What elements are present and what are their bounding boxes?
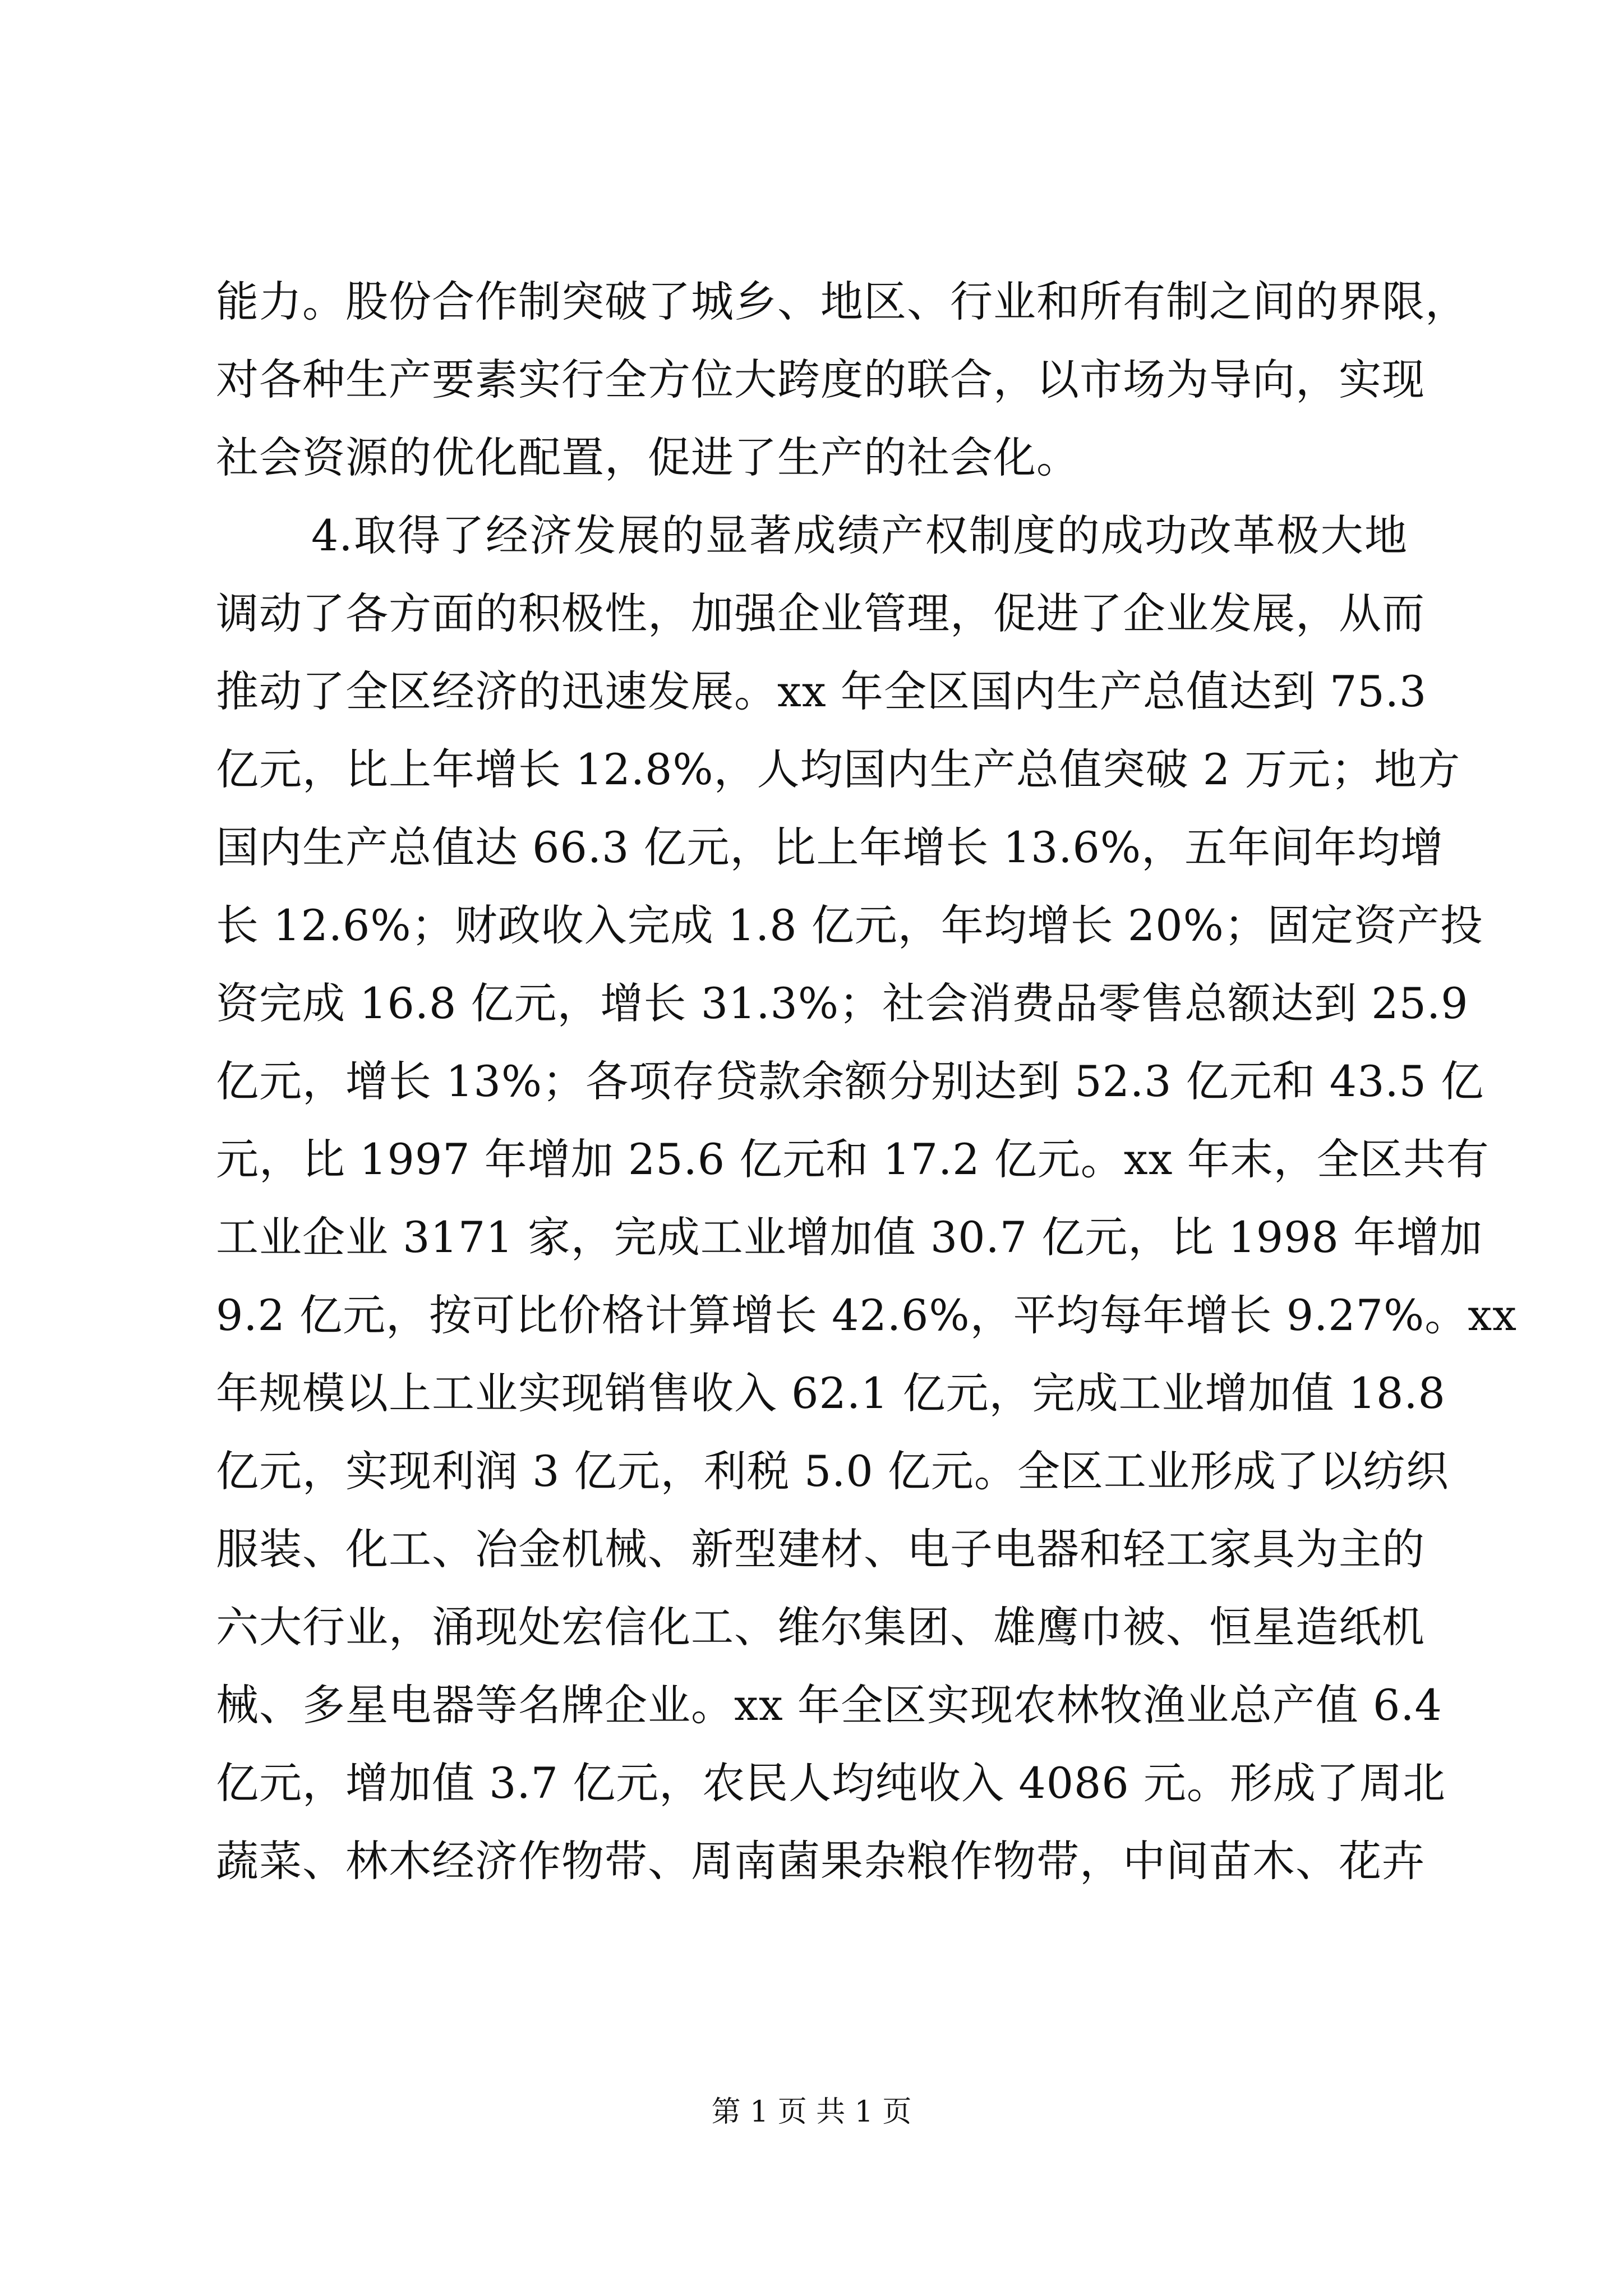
body-text [216,263,1517,1900]
text-line: 工业企业 3171 家，完成工业增加值 30.7 亿元，比 1998 年增加 [216,1212,1483,1262]
text-line: 服装、化工、冶金机械、新型建材、电子电器和轻工家具为主的 [216,1524,1425,1574]
text-line: 六大行业，涌现处宏信化工、维尔集团、雄鹰巾被、恒星造纸机 [216,1602,1425,1652]
text-line: 亿元，实现利润 3 亿元，利税 5.0 亿元。全区工业形成了以纺织 [216,1446,1449,1496]
text-line: 资完成 16.8 亿元，增长 31.3%；社会消费品零售总额达到 25.9 [216,978,1469,1028]
text-line: 能力。股份合作制突破了城乡、地区、行业和所有制之间的界限， [216,277,1468,326]
text-line: 国内生产总值达 66.3 亿元，比上年增长 13.6%，五年间年均增 [216,822,1444,872]
text-line: 蔬菜、林木经济作物带、周南菌果杂粮作物带，中间苗木、花卉 [216,1836,1425,1886]
text-line: 推动了全区经济的迅速发展。xx 年全区国内生产总值达到 75.3 [216,666,1427,716]
text-line: 亿元，增加值 3.7 亿元，农民人均纯收入 4086 元。形成了周北 [216,1758,1446,1808]
text-line: 亿元，比上年增长 12.8%，人均国内生产总值突破 2 万元；地方 [216,744,1461,794]
text-line: 调动了各方面的积极性，加强企业管理，促进了企业发展，从而 [216,588,1425,638]
text-line: 元，比 1997 年增加 25.6 亿元和 17.2 亿元。xx 年末，全区共有 [216,1134,1490,1184]
text-line: 械、多星电器等名牌企业。xx 年全区实现农林牧渔业总产值 6.4 [216,1680,1442,1730]
text-line: 对各种生产要素实行全方位大跨度的联合，以市场为导向，实现 [216,355,1425,404]
text-line: 4.取得了经济发展的显著成绩产权制度的成功改革极大地 [311,510,1408,560]
text-line: 社会资源的优化配置，促进了生产的社会化。 [216,432,1080,482]
page-footer: 第 1 页 共 1 页 [711,2095,912,2129]
text-line: 长 12.6%；财政收入完成 1.8 亿元，年均增长 20%；固定资产投 [216,900,1483,950]
text-line: 9.2 亿元，按可比价格计算增长 42.6%，平均每年增长 9.27%。xx [216,1290,1517,1340]
text-line: 亿元，增长 13%；各项存贷款余额分别达到 52.3 亿元和 43.5 亿 [216,1056,1484,1106]
text-line: 年规模以上工业实现销售收入 62.1 亿元，完成工业增加值 18.8 [216,1368,1446,1418]
